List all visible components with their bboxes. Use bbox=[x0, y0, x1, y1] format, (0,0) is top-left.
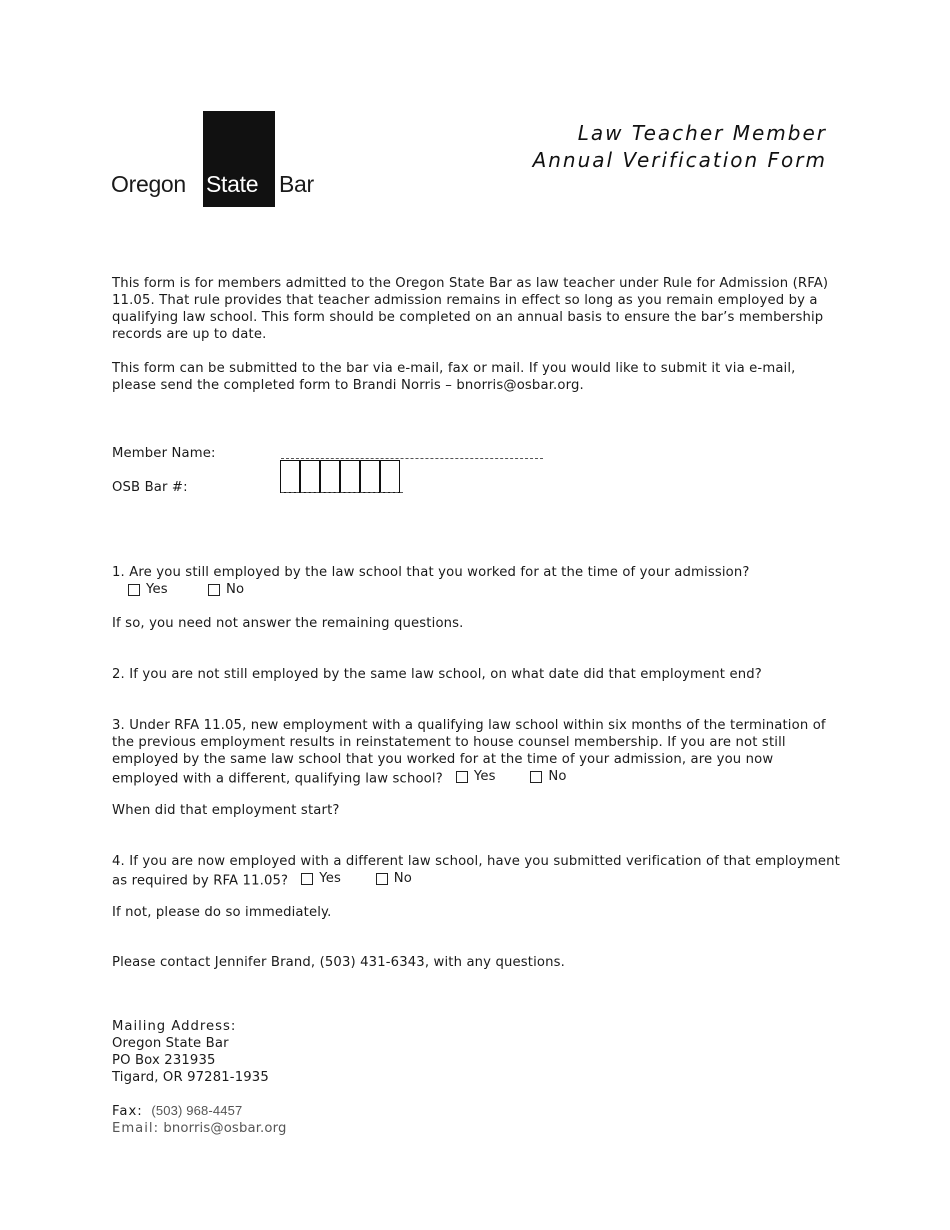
question-2: 2. If you are not still employed by the same law school, on what date did that employment end? bbox=[112, 667, 762, 682]
contact-line: Please contact Jennifer Brand, (503) 431-6343, with any questions. bbox=[112, 955, 566, 970]
question-4 bbox=[112, 853, 840, 890]
member-name-label: Member Name: bbox=[112, 446, 216, 461]
question-3 bbox=[112, 717, 842, 788]
checkbox-icon[interactable] bbox=[530, 771, 542, 783]
bar-number-box[interactable] bbox=[360, 460, 380, 493]
q1-yes-label: Yes bbox=[146, 582, 168, 597]
fax-value: (503) 968-4457 bbox=[151, 1103, 243, 1118]
bar-number-underline bbox=[281, 492, 403, 493]
q1-no-label: No bbox=[226, 582, 245, 597]
q1-no-option[interactable] bbox=[208, 581, 244, 598]
fax-line bbox=[112, 1102, 242, 1120]
q1-no-wrapper bbox=[208, 581, 244, 601]
form-title-line1: Law Teacher Member bbox=[577, 121, 827, 145]
logo-text-oregon: Oregon bbox=[111, 171, 186, 197]
q4-yes-option[interactable] bbox=[301, 870, 341, 887]
email-link[interactable]: bnorris@osbar.org bbox=[163, 1121, 287, 1136]
q4-text: 4. If you are now employed with a different law school, have you submitted verification of that employment as required by RFA 11.05? bbox=[112, 854, 840, 889]
q3-no-option[interactable] bbox=[530, 768, 566, 785]
email-label: Email: bbox=[112, 1121, 160, 1136]
bar-number-boxes[interactable] bbox=[280, 460, 400, 493]
mailing-line-1: Oregon State Bar bbox=[112, 1036, 229, 1051]
mailing-line-3: Tigard, OR 97281-1935 bbox=[112, 1070, 269, 1085]
mailing-address bbox=[112, 1018, 269, 1086]
q4-followup: If not, please do so immediately. bbox=[112, 905, 332, 920]
checkbox-icon[interactable] bbox=[208, 584, 220, 596]
intro-paragraph-2: This form can be submitted to the bar via e-mail, fax or mail. If you would like to submit it via e-mail, please send the completed form to Brandi Norris – bnorris@osbar.org. bbox=[112, 361, 796, 393]
bar-number-box[interactable] bbox=[280, 460, 300, 493]
bar-number-box[interactable] bbox=[300, 460, 320, 493]
email-line bbox=[112, 1120, 286, 1137]
q4-no-option[interactable] bbox=[376, 870, 412, 887]
q1-options bbox=[128, 581, 168, 601]
q1-yes-option[interactable] bbox=[128, 581, 168, 598]
bar-number-box[interactable] bbox=[380, 460, 400, 493]
question-1: 1. Are you still employed by the law school that you worked for at the time of your admission? bbox=[112, 565, 750, 580]
q3-followup: When did that employment start? bbox=[112, 803, 340, 818]
fax-label: Fax: bbox=[112, 1104, 143, 1119]
intro-paragraph-1: This form is for members admitted to the Oregon State Bar as law teacher under Rule for Admission (RFA) 11.05. That rule provides that teacher admission remains in effect so long as you remain employed by a qualifying law school. This form should be completed on an annual basis to ensure the bar’s membership records are up to date. bbox=[112, 276, 829, 342]
form-title-line2: Annual Verification Form bbox=[532, 148, 827, 172]
logo-text-bar: Bar bbox=[279, 171, 314, 197]
checkbox-icon[interactable] bbox=[456, 771, 468, 783]
checkbox-icon[interactable] bbox=[301, 873, 313, 885]
q4-yes-label: Yes bbox=[319, 871, 341, 886]
q3-no-label: No bbox=[548, 769, 567, 784]
q4-no-label: No bbox=[393, 871, 412, 886]
member-name-field[interactable] bbox=[281, 458, 543, 459]
q3-text: 3. Under RFA 11.05, new employment with a qualifying law school within six months of the termination of the previous employment results in reinstatement to house counsel membership. If you are not still employed by the same law school that you worked for at the time of your admission, are you now employed with a different, qualifying law school? bbox=[112, 718, 826, 787]
bar-number-box[interactable] bbox=[320, 460, 340, 493]
bar-number-label: OSB Bar #: bbox=[112, 480, 188, 495]
mailing-line-2: PO Box 231935 bbox=[112, 1053, 216, 1068]
bar-number-box[interactable] bbox=[340, 460, 360, 493]
checkbox-icon[interactable] bbox=[128, 584, 140, 596]
checkbox-icon[interactable] bbox=[376, 873, 388, 885]
logo-text-state: State bbox=[206, 171, 259, 197]
mailing-heading: Mailing Address: bbox=[112, 1019, 237, 1034]
q3-yes-label: Yes bbox=[473, 769, 496, 784]
q3-yes-option[interactable] bbox=[456, 768, 496, 785]
q1-followup: If so, you need not answer the remaining questions. bbox=[112, 616, 464, 631]
